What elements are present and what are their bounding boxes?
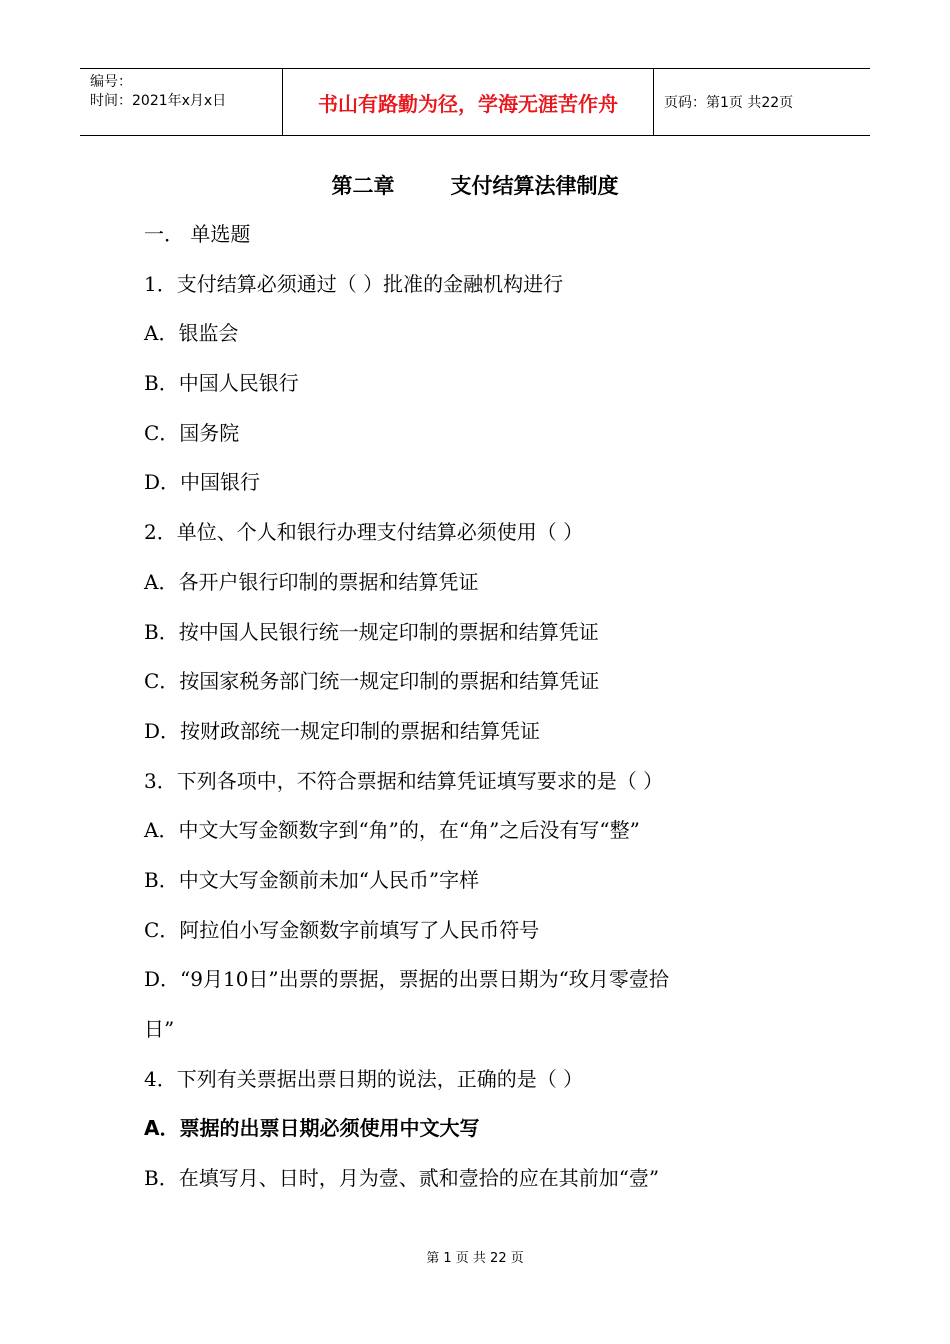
chapter-title [0, 170, 950, 200]
text-line: 日” [144, 1017, 175, 1041]
text-line: 1．支付结算必须通过（ ）批准的金融机构进行 [144, 271, 564, 296]
page-footer: 第 1 页 共 22 页 [426, 1251, 524, 1266]
question-body [144, 216, 824, 1210]
header-motto: 书山有路勤为径，学海无涯苦作舟 [282, 69, 654, 135]
text-line: A．各开户银行印制的票据和结算凭证 [144, 569, 479, 594]
text-line: C．国务院 [144, 420, 240, 445]
text-line: 4．下列有关票据出票日期的说法，正确的是（ ） [144, 1066, 584, 1091]
text-line: A．银监会 [144, 321, 239, 346]
text-line: C．按国家税务部门统一规定印制的票据和结算凭证 [144, 669, 600, 694]
time-label: 时间：2021年x月x日 [90, 93, 227, 109]
text-line: A．票据的出票日期必须使用中文大写 [144, 1116, 480, 1141]
text-line: D．中国银行 [144, 470, 261, 495]
text-line: 一． 单选题 [144, 222, 251, 246]
page-header [80, 68, 870, 136]
text-line: B．在填写月、日时，月为壹、贰和壹拾的应在其前加“壹” [144, 1166, 660, 1191]
chapter-number: 第二章 [331, 174, 395, 198]
text-line: C．阿拉伯小写金额数字前填写了人民币符号 [144, 917, 540, 942]
serial-label: 编号： [90, 74, 132, 90]
text-line: B．按中国人民银行统一规定印制的票据和结算凭证 [144, 619, 599, 644]
text-line: 2．单位、个人和银行办理支付结算必须使用（ ） [144, 520, 584, 545]
text-line: A．中文大写金额数字到“角”的，在“角”之后没有写“整” [144, 818, 640, 843]
text-line: D．按财政部统一规定印制的票据和结算凭证 [144, 718, 541, 743]
text-line: B．中国人民银行 [144, 371, 299, 396]
text-line: B．中文大写金额前未加“人民币”字样 [144, 867, 480, 892]
text-line: D．“9月10日”出票的票据，票据的出票日期为“玫月零壹拾 [144, 967, 669, 992]
header-page-info: 页码：第1页 共22页 [664, 95, 794, 111]
chapter-name: 支付结算法律制度 [450, 174, 619, 198]
header-meta [80, 69, 282, 135]
text-line: 3．下列各项中，不符合票据和结算凭证填写要求的是（ ） [144, 768, 664, 793]
